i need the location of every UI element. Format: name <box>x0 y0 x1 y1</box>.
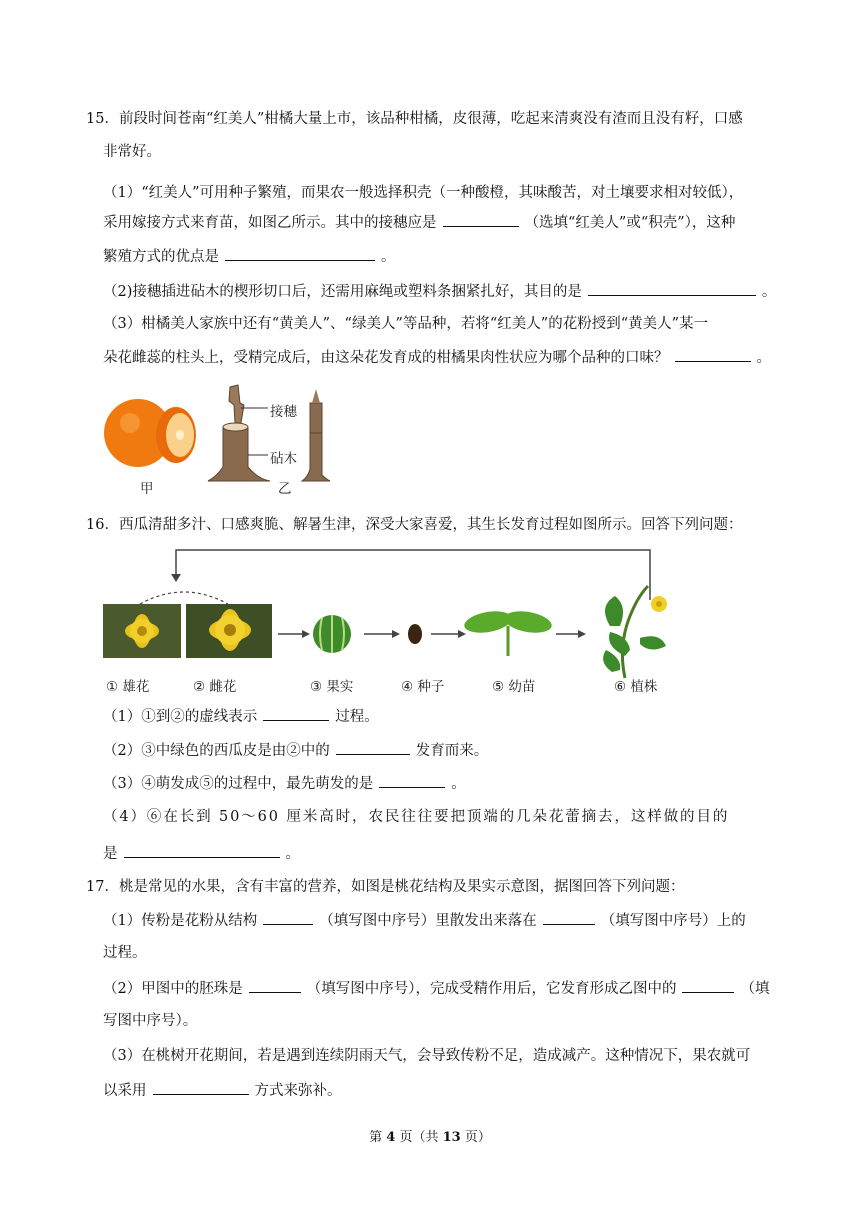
q15-part3-line1: （3）柑橘美人家族中还有“黄美人”、“绿美人”等品种，若将“红美人”的花粉授到“黄美人”某一 <box>103 316 709 332</box>
q15-part2 <box>103 281 776 302</box>
q15-part3-text: 朵花雌蕊的柱头上，受精完成后，由这朵花发育成的柑橘果肉性状应为哪个品种的口味？ <box>103 350 669 366</box>
q17-part1-line1 <box>103 910 746 931</box>
stage-4-label: ④ 种子 <box>401 679 445 695</box>
q17-part3-text: 以采用 <box>103 1083 147 1099</box>
q15-figure <box>98 383 338 495</box>
q15-part1-text: 采用嫁接方式来育苗，如图乙所示。其中的接穗应是 <box>103 215 437 231</box>
figure-label-jia: 甲 <box>140 481 154 497</box>
q15-part1-advantage: 繁殖方式的优点是 <box>103 249 219 265</box>
page-total: 13 <box>442 1130 461 1145</box>
q15-part1-line1: （1）“红美人”可用种子繁殖，而果农一般选择积壳（一种酸橙，其味酸苦，对土壤要求相对较低）， <box>103 185 744 201</box>
q17-part2-line2: 写图中序号）。 <box>103 1013 198 1029</box>
stage-6-label: ⑥ 植株 <box>614 679 658 695</box>
punct: 。 <box>381 249 396 265</box>
q17-part1-tail: （填写图中序号）上的 <box>600 913 746 929</box>
q17-part1-text: （1）传粉是花粉从结构 <box>103 913 258 929</box>
q16-stem: 16．西瓜清甜多汁、口感爽脆、解暑生津，深受大家喜爱，其生长发育过程如图所示。回答下列问题： <box>86 517 743 533</box>
footer-mid: 页（共 <box>399 1130 439 1145</box>
q16-part1-text: （1）①到②的虚线表示 <box>103 709 258 725</box>
q16-part1 <box>103 706 379 727</box>
q15-part1-text-tail: （选填“红美人”或“积壳”），这种 <box>524 215 736 231</box>
punct: 。 <box>756 350 771 366</box>
answer-blank[interactable] <box>675 347 751 362</box>
q15-part2-text: （2)接穗插进砧木的楔形切口后，还需用麻绳或塑料条捆紧扎好，其目的是 <box>103 284 582 300</box>
punct: 。 <box>451 776 466 792</box>
q17-part2-tail: （填 <box>740 981 770 997</box>
q17-stem: 17．桃是常见的水果，含有丰富的营养，如图是桃花结构及果实示意图，据图回答下列问题： <box>86 879 685 895</box>
punct: 。 <box>285 846 300 862</box>
scion-label: 接穗 <box>270 404 297 420</box>
q15-stem-line1: 15．前段时间苍南“红美人”柑橘大量上市，该品种柑橘，皮很薄，吃起来清爽没有渣而且没有籽，口感 <box>86 111 743 127</box>
q17-part1-mid: （填写图中序号）里散发出来落在 <box>319 913 537 929</box>
stage-5-label: ⑤ 幼苗 <box>492 679 536 695</box>
q16-part2-text: （2）③中绿色的西瓜皮是由②中的 <box>103 743 330 759</box>
q16-part2 <box>103 740 488 761</box>
q16-part2-tail: 发育而来。 <box>415 743 489 759</box>
q17-part2-line1 <box>103 978 769 999</box>
answer-blank[interactable] <box>443 212 519 227</box>
answer-blank[interactable] <box>249 978 301 993</box>
q17-part3-line1: （3）在桃树开花期间，若是遇到连续阴雨天气，会导致传粉不足，造成减产。这种情况下，果农就可 <box>103 1048 751 1064</box>
page-number: 4 <box>386 1130 396 1145</box>
q15-part3-line2 <box>103 347 771 368</box>
q17-part1-line2: 过程。 <box>103 945 147 961</box>
answer-blank[interactable] <box>263 910 313 925</box>
footer-pre: 第 <box>369 1130 383 1145</box>
rootstock-label: 砧木 <box>270 451 297 467</box>
q16-part3 <box>103 773 466 794</box>
answer-blank[interactable] <box>124 843 280 858</box>
answer-blank[interactable] <box>225 246 375 261</box>
answer-blank[interactable] <box>153 1080 249 1095</box>
q16-part4-line2 <box>103 843 300 864</box>
stage-1-label: ① 雄花 <box>106 679 150 695</box>
footer-post: 页） <box>464 1130 491 1145</box>
q16-part1-tail: 过程。 <box>335 709 379 725</box>
answer-blank[interactable] <box>543 910 595 925</box>
punct: 。 <box>761 284 777 300</box>
answer-blank[interactable] <box>336 740 410 755</box>
q15-part1-line3 <box>103 246 396 267</box>
stage-3-label: ③ 果实 <box>310 679 354 695</box>
q17-part2-mid: （填写图中序号），完成受精作用后，它发育形成乙图中的 <box>306 981 677 997</box>
q16-figure <box>100 546 680 696</box>
q15-stem-line2: 非常好。 <box>103 144 161 160</box>
stage-2-label: ② 雌花 <box>193 679 237 695</box>
answer-blank[interactable] <box>379 773 445 788</box>
q16-part3-text: （3）④萌发成⑤的过程中，最先萌发的是 <box>103 776 374 792</box>
answer-blank[interactable] <box>263 706 329 721</box>
q17-part3-line2 <box>103 1080 342 1101</box>
q15-part1-line2 <box>103 212 735 233</box>
q17-part2-text: （2）甲图中的胚珠是 <box>103 981 243 997</box>
page-footer <box>0 1126 860 1145</box>
figure-label-yi: 乙 <box>278 481 292 497</box>
answer-blank[interactable] <box>682 978 734 993</box>
q16-part4-text: 是 <box>103 846 118 862</box>
q17-part3-tail: 方式来弥补。 <box>254 1083 342 1099</box>
answer-blank[interactable] <box>588 281 756 296</box>
q16-part4-line1: （4）⑥在长到 50～60 厘米高时，农民往往要把顶端的几朵花蕾摘去，这样做的目的 <box>103 809 730 825</box>
